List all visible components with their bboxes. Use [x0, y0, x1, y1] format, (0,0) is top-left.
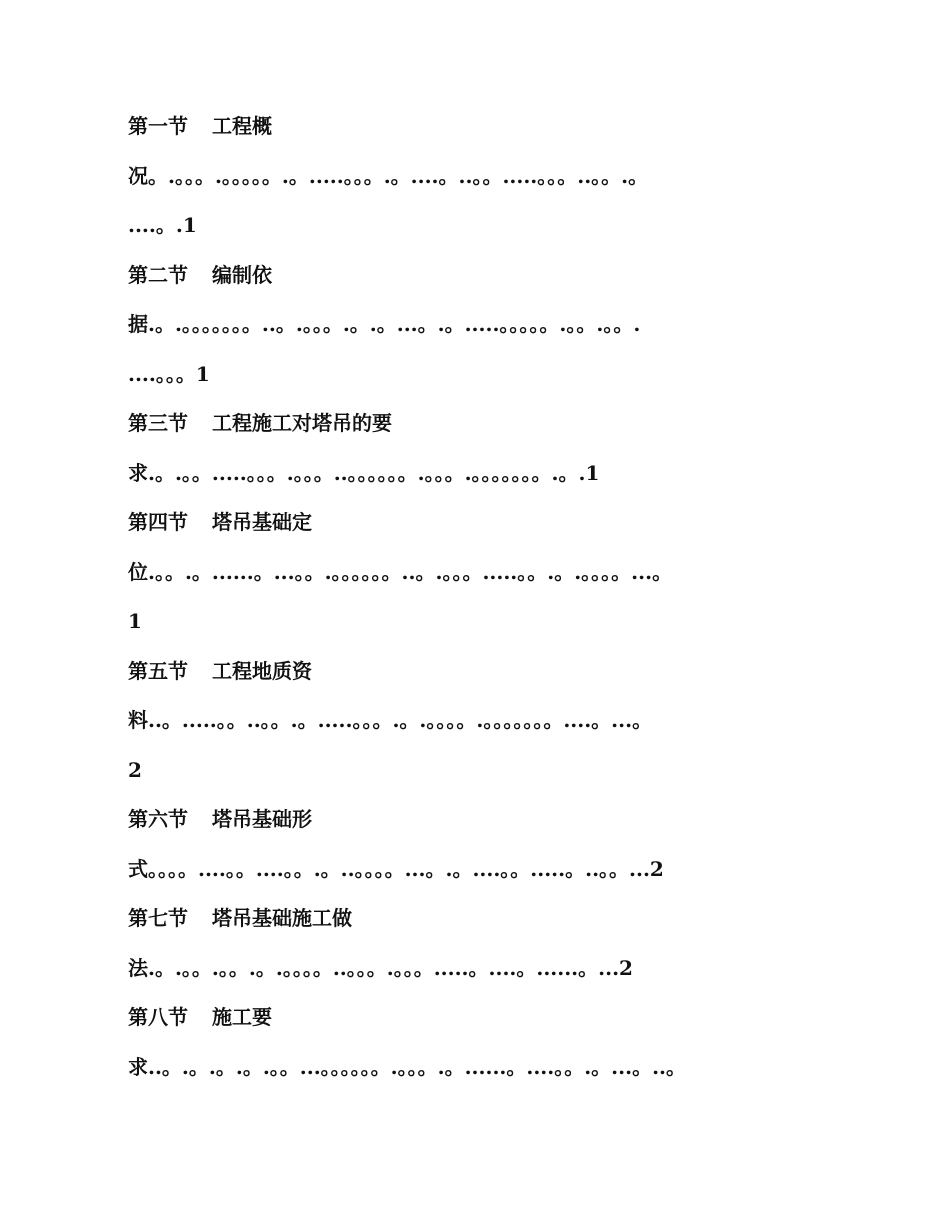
toc-page-number: 2: [128, 757, 142, 782]
toc-section-number: 第四节: [128, 510, 188, 534]
toc-section-title: 工程概: [212, 114, 272, 138]
toc-leader-line-page: 法.。.。。.。。.。.。。。。..。。。.。。。.....。....。......。...2: [128, 955, 633, 980]
toc-leader-line: 求..。.。.。.。.。。...。。。。。。.。。。.。......。....。。.。...。..。: [128, 1054, 686, 1079]
toc-section-number: 第二节: [128, 262, 188, 287]
toc-section-number: 第八节: [128, 1005, 188, 1029]
toc-heading-1: [128, 104, 848, 154]
toc-section-title: 工程施工对塔吊的要: [212, 411, 392, 435]
toc-heading-4: [128, 500, 848, 550]
toc-section-number: 第六节: [128, 807, 188, 831]
toc-leader-line: 况。.。。。.。。。。。.。.....。。。.。....。..。。.....。。。..。。.。: [128, 163, 649, 188]
toc-leader-line: 料..。.....。。..。。.。.....。。。.。.。。。。.。。。。。。。....。...。: [128, 708, 653, 732]
toc-leader-line-page: 式。。。。....。。....。。.。..。。。。...。.。....。。.....。..。。...2: [128, 856, 664, 881]
toc-section-title: 塔吊基础形: [212, 807, 312, 831]
toc-section-title: 塔吊基础施工做: [212, 906, 352, 930]
toc-section-title: 工程地质资: [212, 658, 312, 683]
toc-heading-3: [128, 401, 848, 451]
toc-section-number: 第七节: [128, 906, 188, 930]
toc-leader-line: 位.。。.。......。...。。.。。。。。。..。.。。。.....。。.。.。。。。...。: [128, 559, 673, 584]
toc-section-number: 第三节: [128, 411, 188, 435]
toc-section-title: 施工要: [212, 1005, 272, 1029]
toc-heading-6: [128, 797, 848, 847]
toc-heading-2: [128, 253, 848, 303]
toc-page-number: 1: [128, 609, 142, 633]
toc-leader-line: 据.。.。。。。。。。..。.。。。.。.。...。.。.....。。。。。.。。.。。.: [128, 312, 641, 336]
toc-section-title: 塔吊基础定: [212, 510, 312, 534]
table-of-contents: [128, 104, 848, 1094]
toc-leader-line-page: 求.。.。。.....。。。.。。。..。。。。。。.。。。.。。。。。。。.。.1: [128, 460, 600, 485]
toc-heading-8: [128, 995, 848, 1045]
toc-leader-line-page: ....。。。1: [128, 361, 210, 386]
toc-heading-7: [128, 896, 848, 946]
toc-section-number: 第五节: [128, 658, 188, 683]
toc-section-number: 第一节: [128, 114, 188, 138]
toc-leader-line-page: ....。.1: [128, 213, 197, 237]
toc-heading-5: [128, 649, 848, 699]
toc-section-title: 编制依: [212, 262, 272, 287]
